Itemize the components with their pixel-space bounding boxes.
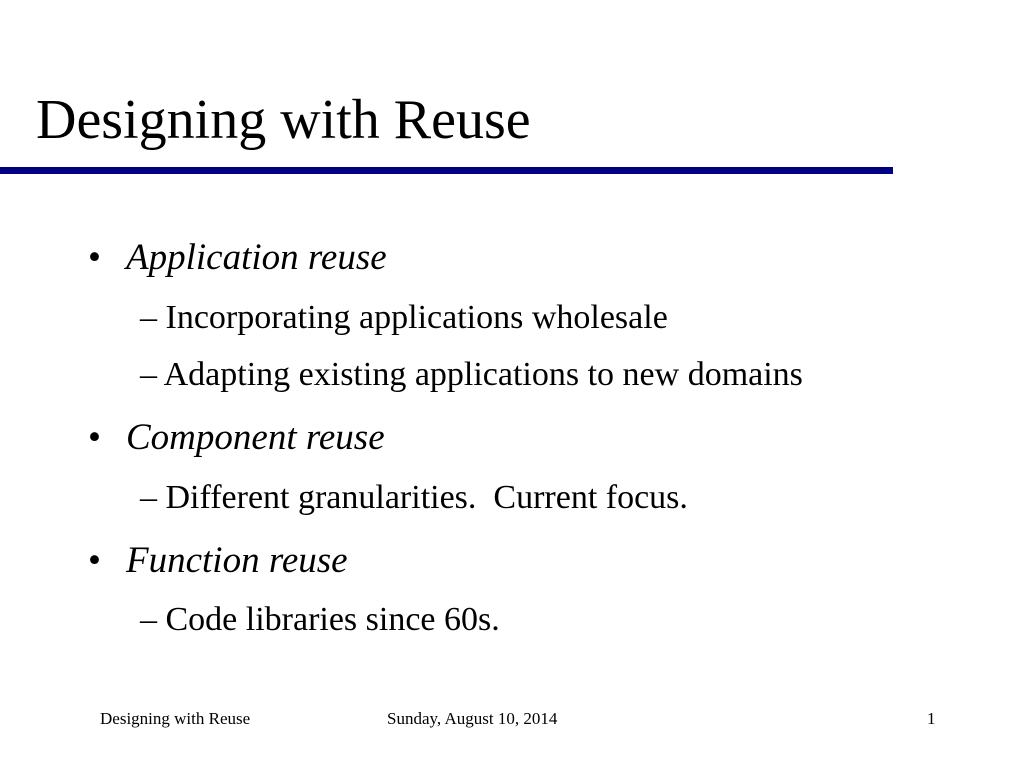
subitem xyxy=(140,301,668,335)
footer-date: Sunday, August 10, 2014 xyxy=(387,709,558,728)
bullet-icon: • xyxy=(88,237,101,278)
subitem xyxy=(140,481,688,515)
dash-icon: – xyxy=(140,479,157,516)
subitem-text: Adapting existing applications to new domains xyxy=(163,356,803,393)
subitem-text: Code libraries since 60s. xyxy=(165,601,500,638)
dash-icon: – xyxy=(140,601,157,638)
bullet-component-reuse xyxy=(88,419,385,456)
bullet-label: Application reuse xyxy=(126,237,387,278)
footer-page-number: 1 xyxy=(927,709,936,728)
bullet-application-reuse xyxy=(88,239,387,276)
subitem xyxy=(140,603,500,637)
dash-icon: – xyxy=(140,299,157,336)
bullet-function-reuse xyxy=(88,542,348,579)
dash-icon: – xyxy=(140,356,157,393)
footer-title: Designing with Reuse xyxy=(100,709,251,728)
subitem-text: Different granularities. Current focus. xyxy=(165,479,688,516)
subitem-text: Incorporating applications wholesale xyxy=(165,299,668,336)
bullet-icon: • xyxy=(88,540,101,581)
bullet-label: Function reuse xyxy=(126,540,348,581)
bullet-icon: • xyxy=(88,417,101,458)
slide-title: Designing with Reuse xyxy=(36,89,531,151)
subitem xyxy=(140,358,803,392)
bullet-label: Component reuse xyxy=(126,417,385,458)
title-underline xyxy=(0,167,893,174)
